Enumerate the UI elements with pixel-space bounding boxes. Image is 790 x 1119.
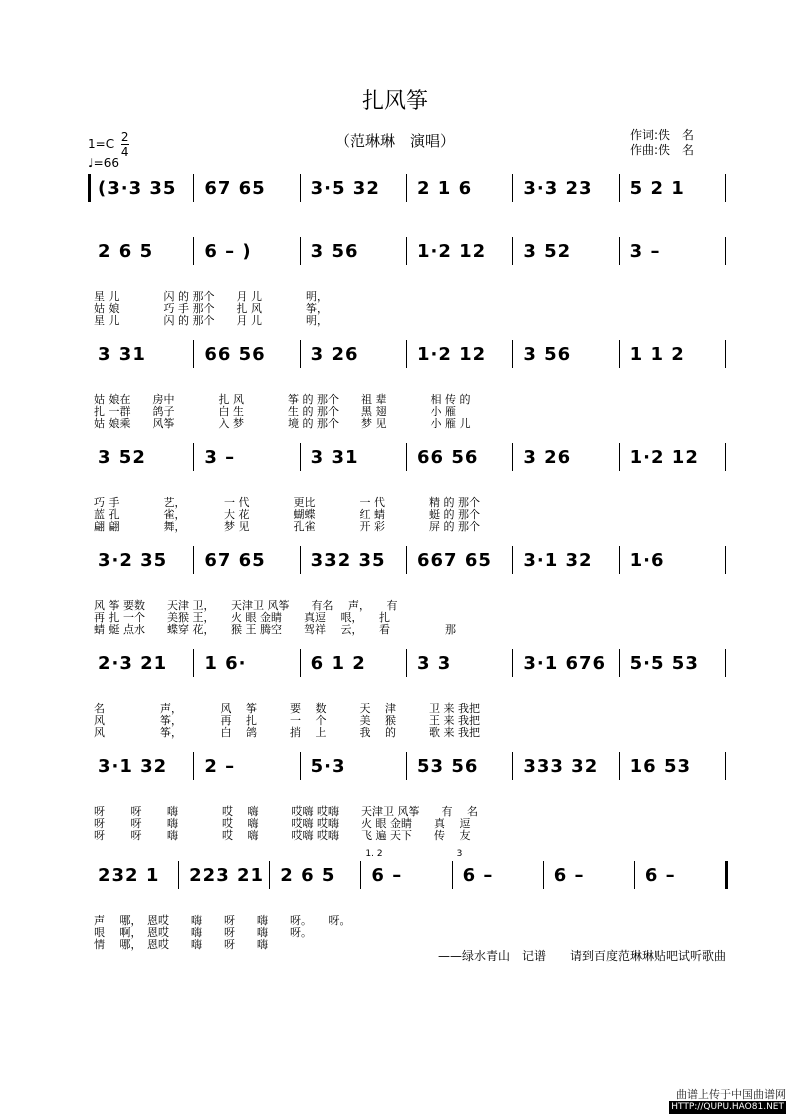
barline	[406, 443, 407, 471]
measure: 1·2 12	[629, 447, 699, 468]
transcriber-note: ——绿水青山 记谱 请到百度范琳琳贴吧试听歌曲	[438, 949, 727, 963]
barline	[725, 752, 726, 780]
barline	[725, 174, 726, 202]
barline	[619, 649, 620, 677]
measure: 5·3	[310, 756, 346, 777]
staff-row	[88, 653, 728, 739]
measure: 1·2 12	[417, 344, 487, 365]
composer-credit: 作曲:佚 名	[630, 143, 695, 157]
staff-row	[88, 344, 728, 430]
measure: 6 – )	[204, 241, 252, 262]
measure: 332 35	[310, 550, 386, 571]
lyric-line: 风 筝， 白 鸽 捎 上 我 的 歌 来 我把	[94, 726, 480, 739]
barline	[406, 649, 407, 677]
barline	[543, 861, 544, 889]
measure: 66 56	[204, 344, 266, 365]
measure: 3·1 32	[523, 550, 593, 571]
measure: 5·5 53	[629, 653, 699, 674]
measure: 3 31	[98, 344, 146, 365]
key-label: 1=C	[88, 137, 115, 151]
measure: 2 6 5	[280, 865, 336, 886]
measure: 3 26	[523, 447, 572, 468]
volta-second: 3	[456, 849, 463, 859]
lyric-line: 情 哪， 恩哎 嗨 呀 嗨	[94, 938, 268, 951]
watermark	[669, 1088, 786, 1114]
barline	[512, 649, 513, 677]
barline	[300, 649, 301, 677]
measure: 3·3 23	[523, 178, 593, 199]
measure: 3 3	[417, 653, 452, 674]
measure: 16 53	[629, 756, 692, 777]
lyric-line: 星 儿 闪 的 那个 月 儿 明，	[94, 314, 328, 327]
watermark-line1: 曲谱上传于中国曲谱网	[676, 1088, 786, 1101]
barline	[300, 237, 301, 265]
barline	[193, 340, 194, 368]
barline	[725, 340, 726, 368]
measure: 3·2 35	[98, 550, 168, 571]
singer-credit: （范琳琳 演唱）	[334, 132, 455, 150]
lyric-line: 呀 呀 嗨 哎 嗨 哎嗨 哎嗨 火 眼 金睛 真 逗	[94, 817, 471, 830]
lyric-line: 姑 娘乘 风筝 入 梦 境 的 那个 梦 见 小 雁 儿	[94, 417, 471, 430]
measure: 67 65	[204, 178, 266, 199]
barline	[300, 752, 301, 780]
barline	[725, 546, 726, 574]
barline	[193, 752, 194, 780]
measure: 3 –	[204, 447, 236, 468]
barline	[725, 861, 728, 889]
barline	[634, 861, 635, 889]
lyric-line: 风 筝， 再 扎 一 个 美 猴 王 来 我把	[94, 714, 480, 727]
barline	[360, 861, 361, 889]
barline	[452, 861, 453, 889]
measure: 1 1 2	[629, 344, 685, 365]
staff-row	[88, 241, 728, 327]
measure: 1 6·	[204, 653, 247, 674]
barline	[406, 546, 407, 574]
measure: 2 –	[204, 756, 236, 777]
measure: 1·6	[629, 550, 665, 571]
staff-row	[88, 447, 728, 533]
staff-row	[88, 756, 728, 842]
lyric-line: 扎 一群 鸽子 白 生 生 的 那个 黑 翅 小 雁	[94, 405, 456, 418]
measure: 3·5 32	[310, 178, 380, 199]
key-signature	[88, 130, 129, 159]
lyric-line: 翩 翩 舞， 梦 见 孔雀 开 彩 屏 的 那个	[94, 520, 480, 533]
measure: 3 26	[310, 344, 359, 365]
barline	[406, 174, 407, 202]
measure: 67 65	[204, 550, 266, 571]
time-signature	[121, 130, 129, 159]
lyric-line: 巧 手 艺， 一 代 更比 一 代 精 的 那个	[94, 496, 480, 509]
measure: 6 –	[462, 865, 494, 886]
measure: 53 56	[417, 756, 479, 777]
barline	[300, 340, 301, 368]
barline	[619, 546, 620, 574]
measure: (3·3 35	[98, 178, 177, 199]
time-bottom: 4	[120, 145, 129, 159]
measure: 6 –	[371, 865, 403, 886]
measure: 3 52	[523, 241, 572, 262]
barline	[300, 546, 301, 574]
measure: 667 65	[417, 550, 492, 571]
lyric-line: 再 扎 一个 美猴 王， 火 眼 金睛 真逗 哏， 扎	[94, 611, 390, 624]
staff-row	[88, 178, 728, 199]
time-top: 2	[120, 130, 129, 144]
measure: 2 1 6	[417, 178, 473, 199]
lyric-line: 姑 娘 巧 手 那个 扎 风 筝，	[94, 302, 328, 315]
barline	[193, 546, 194, 574]
lyric-line: 声 哪， 恩哎 嗨 呀 嗨 呀。 呀。	[94, 914, 351, 927]
measure: 2 6 5	[98, 241, 154, 262]
barline	[406, 340, 407, 368]
lyric-line: 蓝 孔 雀， 大 花 蝴蝶 红 蜻 蜓 的 那个	[94, 508, 480, 521]
barline	[725, 443, 726, 471]
barline	[193, 443, 194, 471]
barline	[512, 443, 513, 471]
measure: 5 2 1	[629, 178, 685, 199]
barline	[406, 752, 407, 780]
measure: 6 1 2	[310, 653, 366, 674]
barline	[178, 861, 179, 889]
lyric-line: 名 声， 风 筝 要 数 天 津 卫 来 我把	[94, 702, 480, 715]
measure: 3 –	[629, 241, 661, 262]
staff-row	[88, 849, 728, 951]
barline	[619, 237, 620, 265]
lyric-line: 哏 啊， 恩哎 嗨 呀 嗨 呀。	[94, 926, 312, 939]
lyric-line: 蜻 蜓 点水 蝶穿 花， 猴 王 腾空 驾祥 云， 看 那	[94, 623, 456, 636]
barline	[193, 174, 194, 202]
credits	[630, 128, 694, 158]
lyricist-credit: 作词:佚 名	[630, 128, 695, 142]
barline	[88, 174, 91, 202]
barline	[512, 237, 513, 265]
barline	[512, 340, 513, 368]
measure: 232 1	[98, 865, 160, 886]
tempo-marking: ♩=66	[88, 156, 119, 170]
barline	[269, 861, 270, 889]
barline	[193, 649, 194, 677]
barline	[725, 237, 726, 265]
volta-first: 1. 2	[365, 849, 383, 859]
measure: 1·2 12	[417, 241, 487, 262]
measure: 6 –	[553, 865, 585, 886]
barline	[512, 752, 513, 780]
barline	[300, 174, 301, 202]
barline	[300, 443, 301, 471]
measure: 3 56	[310, 241, 359, 262]
staff-row	[88, 550, 728, 636]
measure: 2·3 21	[98, 653, 168, 674]
measure: 3·1 32	[98, 756, 168, 777]
lyric-line: 风 筝 要数 天津 卫， 天津卫 风筝 有名 声， 有	[94, 599, 398, 612]
barline	[512, 546, 513, 574]
measure: 66 56	[417, 447, 479, 468]
lyric-line: 呀 呀 嗨 哎 嗨 哎嗨 哎嗨 飞 遍 天下 传 友	[94, 829, 471, 842]
measure: 3 31	[310, 447, 359, 468]
lyric-line: 姑 娘在 房中 扎 风 筝 的 那个 祖 辈 相 传 的	[94, 393, 471, 406]
barline	[619, 174, 620, 202]
barline	[406, 237, 407, 265]
barline	[619, 340, 620, 368]
lyric-line: 呀 呀 嗨 哎 嗨 哎嗨 哎嗨 天津卫 风筝 有 名	[94, 805, 478, 818]
barline	[512, 174, 513, 202]
measure: 3·1 676	[523, 653, 607, 674]
barline	[619, 443, 620, 471]
measure: 3 56	[523, 344, 572, 365]
measure: 333 32	[523, 756, 599, 777]
lyric-line: 星 儿 闪 的 那个 月 儿 明，	[94, 290, 328, 303]
song-title: 扎风筝	[361, 89, 428, 114]
measure: 223 21	[189, 865, 265, 886]
barline	[193, 237, 194, 265]
measure: 6 –	[644, 865, 676, 886]
barline	[725, 649, 726, 677]
watermark-line2: HTTP://QUPU.HAO81.NET	[671, 1102, 784, 1112]
barline	[619, 752, 620, 780]
measure: 3 52	[98, 447, 146, 468]
